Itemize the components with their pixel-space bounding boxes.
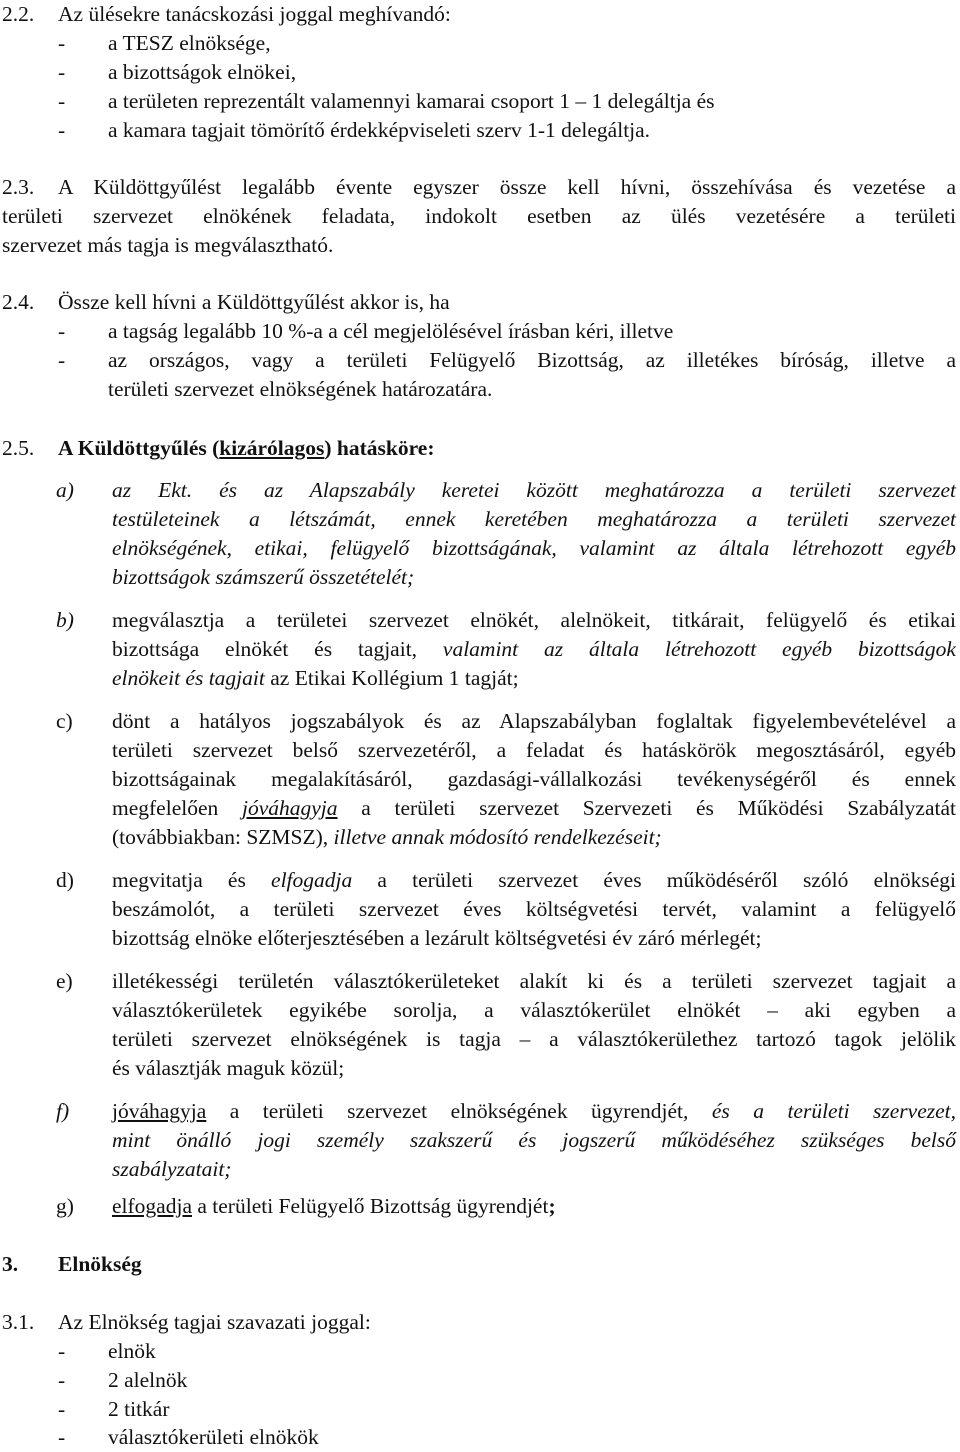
- item-text: elnökeit és tagjait az Etikai Kollégium 1 tagját;: [112, 666, 519, 690]
- item-text: és választják maguk közül;: [112, 1056, 345, 1080]
- bullet-dash: -: [58, 319, 66, 343]
- item-text: dönt a hatályos jogszabályok és az Alapszabályban foglaltak figyelembevételével a: [112, 709, 956, 733]
- item-text: (továbbiakban: SZMSZ), illetve annak módosító rendelkezéseit;: [112, 825, 662, 849]
- list-item: a bizottságok elnökei,: [108, 60, 297, 84]
- item-text: beszámolót, a területi szervezet éves költségvetési tervét, valamint a felügyelő: [112, 897, 956, 921]
- item-text: megfelelően jóváhagyja a területi szervezet Szervezeti és Működési Szabályzatát: [112, 796, 956, 820]
- section-title: Az Elnökség tagjai szavazati joggal:: [58, 1310, 371, 1334]
- section-number: 2.3.: [2, 175, 35, 199]
- item-text: bizottságainak megalakításáról, gazdasági-vállalkozási tevékenységéről és ennek: [112, 767, 956, 791]
- section-number: 3.: [2, 1252, 19, 1276]
- bullet-dash: -: [58, 31, 66, 55]
- item-text: jóváhagyja a területi szervezet elnökségének ügyrendjét, és a területi szervezet,: [112, 1099, 956, 1123]
- item-label: c): [56, 709, 73, 733]
- item-text: elfogadja a területi Felügyelő Bizottság ügyrendjét;: [112, 1194, 556, 1218]
- paragraph-line: A Küldöttgyűlést legalább évente egyszer össze kell hívni, összehívása és vezetése a: [58, 175, 956, 199]
- list-item: választókerületi elnökök: [108, 1425, 319, 1449]
- section-number: 2.5.: [2, 436, 35, 460]
- section-title: Az ülésekre tanácskozási joggal meghívandó:: [58, 2, 451, 26]
- section-number: 2.2.: [2, 2, 35, 26]
- bullet-dash: -: [58, 60, 66, 84]
- section-title: A Küldöttgyűlés (kizárólagos) hatásköre:: [58, 436, 435, 460]
- item-text: bizottsága elnökét és tagjait, valamint az általa létrehozott egyéb bizottságok: [112, 637, 956, 661]
- paragraph-line: területi szervezet elnökének feladata, indokolt esetben az ülés vezetésére a területi: [2, 204, 956, 228]
- item-label: b): [56, 608, 74, 632]
- item-label: e): [56, 969, 73, 993]
- section-number: 3.1.: [2, 1310, 35, 1334]
- bullet-dash: -: [58, 1425, 66, 1449]
- item-text: bizottságok számszerű összetételét;: [112, 565, 415, 589]
- item-text: területi szervezet elnökségének is tagja – a választókerülethez tartozó tagok jelölik: [112, 1027, 956, 1051]
- item-label: f): [56, 1099, 70, 1123]
- item-text: illetékességi területén választókerületeket alakít ki és a területi szervezet tagjait a: [112, 969, 956, 993]
- list-item: 2 titkár: [108, 1397, 170, 1421]
- list-item: a területen reprezentált valamennyi kamarai csoport 1 – 1 delegáltja és: [108, 89, 715, 113]
- list-item: a TESZ elnöksége,: [108, 31, 271, 55]
- bullet-dash: -: [58, 118, 66, 142]
- item-text: bizottság elnöke előterjesztésében a lezárult költségvetési év záró mérlegét;: [112, 926, 762, 950]
- item-text: az Ekt. és az Alapszabály keretei között meghatározza a területi szervezet: [112, 478, 956, 502]
- bullet-dash: -: [58, 1368, 66, 1392]
- paragraph-line: szervezet más tagja is megválasztható.: [2, 233, 334, 257]
- item-text: elnökségének, etikai, felügyelő bizottságának, valamint az általa létrehozott egyéb: [112, 536, 956, 560]
- list-item: a tagság legalább 10 %-a a cél megjelölésével írásban kéri, illetve: [108, 319, 674, 343]
- bullet-dash: -: [58, 1397, 66, 1421]
- list-item: elnök: [108, 1339, 156, 1363]
- section-number: 2.4.: [2, 290, 35, 314]
- list-item: 2 alelnök: [108, 1368, 188, 1392]
- item-text: testületeinek a létszámát, ennek keretében meghatározza a területi szervezet: [112, 507, 956, 531]
- section-title: Össze kell hívni a Küldöttgyűlést akkor is, ha: [58, 290, 450, 314]
- item-text: területi szervezet belső szervezetéről, a feladat és hatáskörök megosztásáról, egyéb: [112, 738, 956, 762]
- list-item: a kamara tagjait tömörítő érdekképviseleti szerv 1-1 delegáltja.: [108, 118, 651, 142]
- section-title: Elnökség: [58, 1252, 142, 1276]
- item-text: mint önálló jogi személy szakszerű és jogszerű működéséhez szükséges belső: [112, 1128, 956, 1152]
- list-item: az országos, vagy a területi Felügyelő Bizottság, az illetékes bíróság, illetve a: [108, 348, 956, 372]
- item-label: d): [56, 868, 74, 892]
- item-text: szabályzatait;: [112, 1157, 232, 1181]
- item-text: választókerületek egyikébe sorolja, a választókerület elnökét – aki egyben a: [112, 998, 956, 1022]
- item-text: megválasztja a területei szervezet elnökét, alelnökeit, titkárait, felügyelő és etikai: [112, 608, 956, 632]
- item-label: a): [56, 478, 74, 502]
- bullet-dash: -: [58, 348, 66, 372]
- item-label: g): [56, 1194, 74, 1218]
- bullet-dash: -: [58, 89, 66, 113]
- list-item: területi szervezet elnökségének határozatára.: [108, 377, 493, 401]
- item-text: megvitatja és elfogadja a területi szervezet éves működéséről szóló elnökségi: [112, 868, 956, 892]
- bullet-dash: -: [58, 1339, 66, 1363]
